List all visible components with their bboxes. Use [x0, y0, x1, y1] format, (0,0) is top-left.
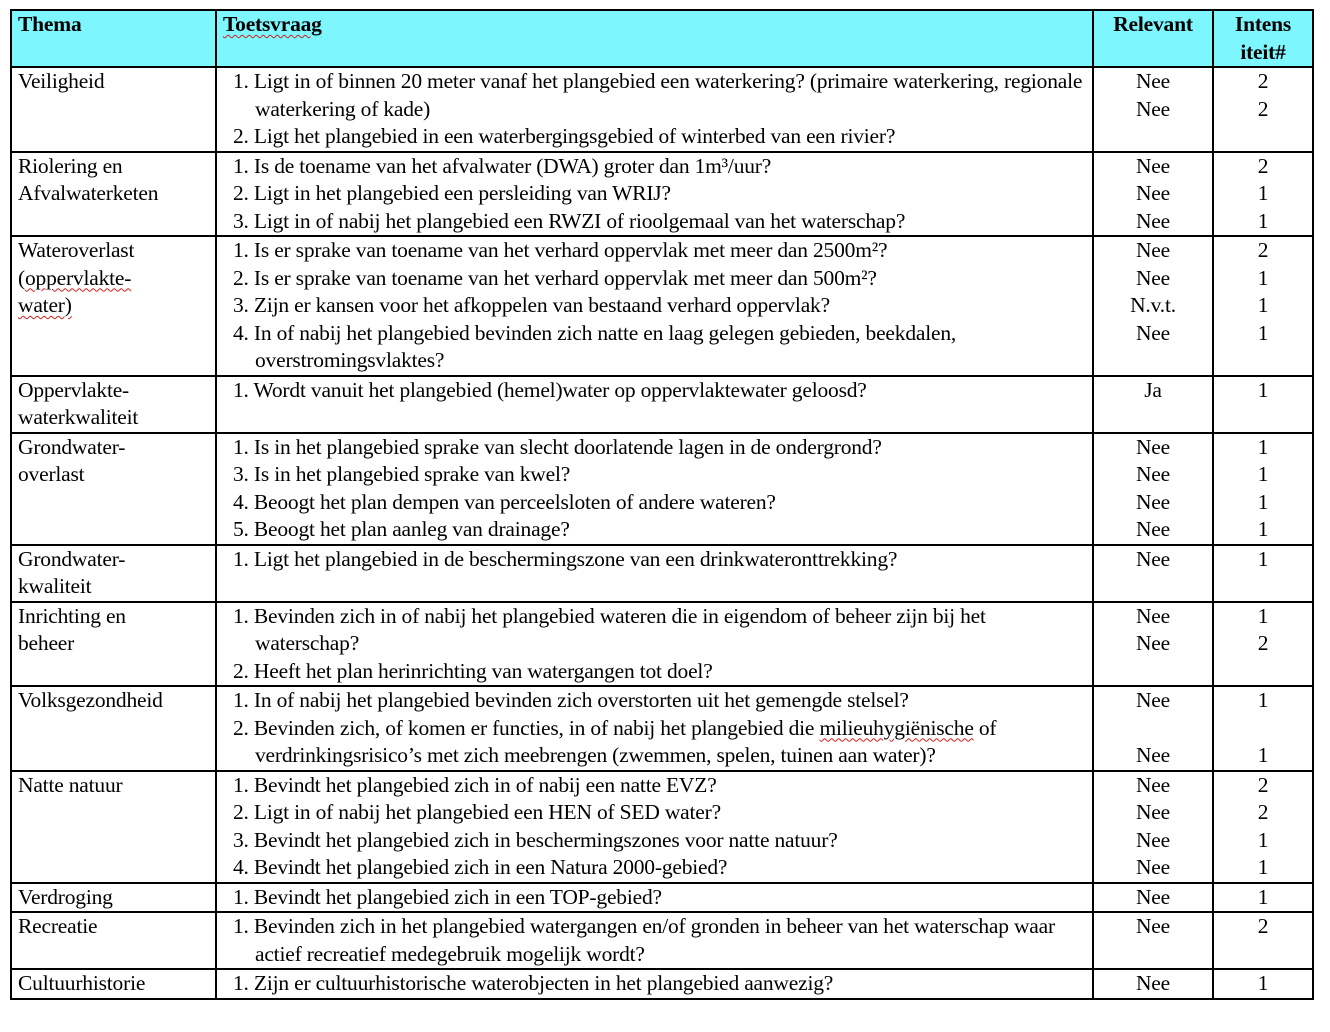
cell-intensiteit: [1213, 545, 1313, 602]
table-row: [11, 912, 1313, 969]
header-intensiteit-line2: iteit#: [1240, 39, 1286, 64]
intensiteit-value: 1: [1257, 971, 1269, 995]
thema-line: Volksgezondheid: [18, 688, 163, 712]
question-text: 2. Heeft het plan herinrichting van watergangen tot doel?: [233, 658, 713, 683]
cell-thema: [11, 686, 216, 771]
thema-line: Inrichting en: [18, 603, 126, 628]
thema-line: Grondwater-: [18, 546, 126, 571]
cell-thema: [11, 771, 216, 883]
question-text: 4. In of nabij het plangebied bevinden zich natte en laag gelegen gebieden, beekdalen, overstromingsvlaktes?: [233, 320, 957, 372]
table-row: [11, 686, 1313, 771]
question-text: 2. Ligt in of nabij het plangebied een HEN of SED water?: [233, 800, 721, 824]
question-text: 1. Ligt in of binnen 20 meter vanaf het plangebied een waterkering? (primaire waterkering, regionale waterkering of kade): [233, 69, 1083, 121]
intensiteit-value: 1: [1257, 489, 1269, 514]
question-text: 3. Zijn er kansen voor het afkoppelen van bestaand verhard oppervlak?: [233, 293, 830, 317]
toetsvragen-table: [10, 9, 1314, 1000]
cell-relevant: [1093, 376, 1213, 433]
cell-toetsvraag: [216, 152, 1093, 237]
intensiteit-value: 1: [1257, 517, 1269, 541]
cell-intensiteit: [1213, 236, 1313, 376]
thema-line: Riolering en: [18, 153, 123, 178]
relevant-value: Nee: [1135, 914, 1170, 938]
cell-relevant: [1093, 969, 1213, 999]
cell-toetsvraag: [216, 686, 1093, 771]
cell-intensiteit: [1213, 67, 1313, 152]
table-row: [11, 969, 1313, 999]
intensiteit-value: 2: [1257, 96, 1269, 121]
question-text: 1. Bevindt het plangebied zich in een TOP-gebied?: [233, 884, 662, 909]
thema-line: waterkwaliteit: [18, 405, 139, 429]
table-body: [11, 67, 1313, 999]
cell-toetsvraag: [216, 602, 1093, 687]
cell-intensiteit: [1213, 152, 1313, 237]
table-row: [11, 376, 1313, 433]
intensiteit-value: 2: [1257, 631, 1269, 655]
cell-intensiteit: [1213, 969, 1313, 999]
cell-relevant: [1093, 236, 1213, 376]
relevant-value: Nee: [1135, 772, 1170, 797]
relevant-value: Nee: [1135, 153, 1170, 178]
cell-intensiteit: [1213, 912, 1313, 969]
relevant-value: Nee: [1135, 546, 1170, 571]
intensiteit-value: 1: [1257, 462, 1269, 486]
relevant-value: Nee: [1135, 517, 1170, 541]
thema-line: overlast: [18, 462, 85, 486]
cell-toetsvraag: [216, 67, 1093, 152]
cell-thema: [11, 376, 216, 433]
question-text: 3. Is in het plangebied sprake van kwel?: [233, 462, 571, 486]
relevant-value: Nee: [1135, 238, 1170, 262]
question-text: 1. Wordt vanuit het plangebied (hemel)water op oppervlaktewater geloosd?: [233, 377, 867, 402]
cell-relevant: [1093, 883, 1213, 913]
thema-line: Cultuurhistorie: [18, 971, 146, 995]
cell-toetsvraag: [216, 376, 1093, 433]
question-text: 1. Bevinden zich in of nabij het plangebied wateren die in eigendom of beheer zijn bij het waterschap?: [233, 603, 986, 655]
intensiteit-value: 2: [1257, 69, 1269, 93]
relevant-value: Nee: [1135, 855, 1170, 879]
thema-line: (oppervlakte-: [18, 265, 132, 290]
intensiteit-value: 1: [1257, 181, 1269, 205]
intensiteit-value: 2: [1257, 914, 1269, 938]
cell-relevant: [1093, 152, 1213, 237]
intensiteit-value: 1: [1257, 743, 1269, 767]
header-intensiteit-line1: Intens: [1234, 12, 1292, 36]
cell-toetsvraag: [216, 912, 1093, 969]
relevant-value: Nee: [1135, 971, 1170, 995]
thema-line: kwaliteit: [18, 574, 92, 598]
question-text: 2. Ligt het plangebied in een waterbergingsgebied of winterbed van een rivier?: [233, 124, 896, 148]
question-text: 4. Bevindt het plangebied zich in een Natura 2000-gebied?: [233, 855, 728, 879]
thema-line: beheer: [18, 631, 75, 655]
table-row: [11, 771, 1313, 883]
cell-relevant: [1093, 545, 1213, 602]
intensiteit-value: 1: [1257, 293, 1269, 317]
table-row: [11, 545, 1313, 602]
intensiteit-value: 2: [1257, 238, 1269, 262]
intensiteit-value: 2: [1257, 772, 1269, 797]
cell-relevant: [1093, 771, 1213, 883]
intensiteit-value: 1: [1257, 377, 1269, 402]
cell-intensiteit: [1213, 686, 1313, 771]
header-toetsvraag-label: Toetsvraag: [223, 12, 322, 36]
question-text: 1. Bevindt het plangebied zich in of nabij een natte EVZ?: [233, 772, 717, 797]
thema-line: Afvalwaterketen: [18, 181, 159, 205]
cell-relevant: [1093, 67, 1213, 152]
cell-thema: [11, 602, 216, 687]
relevant-value: Nee: [1135, 69, 1170, 93]
header-relevant: Relevant: [1093, 10, 1213, 67]
table-row: [11, 602, 1313, 687]
intensiteit-value: 1: [1257, 884, 1269, 909]
question-text: 3. Bevindt het plangebied zich in beschermingszones voor natte natuur?: [233, 827, 838, 852]
cell-toetsvraag: [216, 545, 1093, 602]
relevant-value: Nee: [1135, 688, 1170, 712]
cell-toetsvraag: [216, 969, 1093, 999]
relevant-value: Nee: [1135, 265, 1170, 290]
relevant-value: Nee: [1135, 181, 1170, 205]
relevant-value: Nee: [1135, 96, 1170, 121]
question-text: 1. Ligt het plangebied in de beschermingszone van een drinkwateronttrekking?: [233, 546, 898, 571]
cell-intensiteit: [1213, 771, 1313, 883]
cell-intensiteit: [1213, 433, 1313, 545]
intensiteit-value: 1: [1257, 688, 1269, 712]
cell-intensiteit: [1213, 883, 1313, 913]
cell-intensiteit: [1213, 376, 1313, 433]
thema-line: Recreatie: [18, 914, 98, 938]
table-row: [11, 883, 1313, 913]
question-text: 3. Ligt in of nabij het plangebied een RWZI of rioolgemaal van het waterschap?: [233, 208, 906, 233]
table-row: [11, 152, 1313, 237]
header-row: [11, 10, 1313, 67]
relevant-value: Nee: [1135, 434, 1170, 459]
relevant-value: Nee: [1135, 884, 1170, 909]
cell-thema: [11, 912, 216, 969]
relevant-value: Nee: [1135, 208, 1170, 233]
intensiteit-value: 1: [1257, 827, 1269, 852]
question-text: 1. In of nabij het plangebied bevinden zich overstorten uit het gemengde stelsel?: [233, 688, 909, 712]
question-text: 1. Is de toename van het afvalwater (DWA) groter dan 1m³/uur?: [233, 153, 772, 178]
table-row: [11, 433, 1313, 545]
cell-thema: [11, 883, 216, 913]
question-text: 4. Beoogt het plan dempen van perceelsloten of andere wateren?: [233, 489, 776, 514]
intensiteit-value: 1: [1257, 546, 1269, 571]
question-text: 1. Is er sprake van toename van het verhard oppervlak met meer dan 2500m²?: [233, 238, 888, 262]
question-text: 1. Zijn er cultuurhistorische waterobjecten in het plangebied aanwezig?: [233, 971, 834, 995]
cell-toetsvraag: [216, 883, 1093, 913]
thema-line: Oppervlakte-: [18, 377, 130, 402]
cell-relevant: [1093, 912, 1213, 969]
header-intensiteit: [1213, 10, 1313, 67]
thema-line: Veiligheid: [18, 69, 105, 93]
relevant-value: Nee: [1135, 462, 1170, 486]
relevant-value: Nee: [1135, 603, 1170, 628]
cell-thema: [11, 969, 216, 999]
header-toetsvraag: [216, 10, 1093, 67]
relevant-value: Ja: [1144, 377, 1162, 402]
cell-relevant: [1093, 686, 1213, 771]
cell-thema: [11, 67, 216, 152]
question-text: 2. Bevinden zich, of komen er functies, in of nabij het plangebied die milieuhygiënische of verdrinkingsrisico’s met zich meebrengen (zwemmen, spelen, tuinen aan water)?: [233, 715, 997, 767]
table-row: [11, 236, 1313, 376]
thema-line: Natte natuur: [18, 772, 123, 797]
intensiteit-value: 1: [1257, 603, 1269, 628]
cell-relevant: [1093, 602, 1213, 687]
cell-thema: [11, 236, 216, 376]
thema-line: water): [18, 293, 72, 317]
relevant-value: Nee: [1135, 743, 1170, 767]
question-text: 1. Is in het plangebied sprake van slecht doorlatende lagen in de ondergrond?: [233, 434, 882, 459]
intensiteit-value: 1: [1257, 265, 1269, 290]
question-text: 1. Bevinden zich in het plangebied watergangen en/of gronden in beheer van het waterschap waar actief recreatief medegebruik mogelijk wordt?: [233, 914, 1055, 966]
relevant-value: Nee: [1135, 800, 1170, 824]
thema-line: Wateroverlast: [18, 238, 135, 262]
intensiteit-value: 2: [1257, 800, 1269, 824]
thema-line: Verdroging: [18, 884, 113, 909]
cell-thema: [11, 545, 216, 602]
table-row: [11, 67, 1313, 152]
relevant-value: Nee: [1135, 827, 1170, 852]
relevant-value: N.v.t.: [1130, 293, 1176, 317]
intensiteit-value: 1: [1257, 208, 1269, 233]
thema-line: Grondwater-: [18, 434, 126, 459]
cell-thema: [11, 433, 216, 545]
cell-relevant: [1093, 433, 1213, 545]
question-text: 5. Beoogt het plan aanleg van drainage?: [233, 517, 570, 541]
cell-thema: [11, 152, 216, 237]
intensiteit-value: 1: [1257, 855, 1269, 879]
relevant-value: Nee: [1135, 631, 1170, 655]
intensiteit-value: 1: [1257, 434, 1269, 459]
question-text: 2. Is er sprake van toename van het verhard oppervlak met meer dan 500m²?: [233, 265, 877, 290]
header-thema: Thema: [11, 10, 216, 67]
cell-toetsvraag: [216, 236, 1093, 376]
cell-intensiteit: [1213, 602, 1313, 687]
question-text: 2. Ligt in het plangebied een persleiding van WRIJ?: [233, 181, 671, 205]
intensiteit-value: 2: [1257, 153, 1269, 178]
relevant-value: Nee: [1135, 489, 1170, 514]
cell-toetsvraag: [216, 771, 1093, 883]
cell-toetsvraag: [216, 433, 1093, 545]
intensiteit-value: 1: [1257, 320, 1269, 345]
relevant-value: Nee: [1135, 320, 1170, 345]
